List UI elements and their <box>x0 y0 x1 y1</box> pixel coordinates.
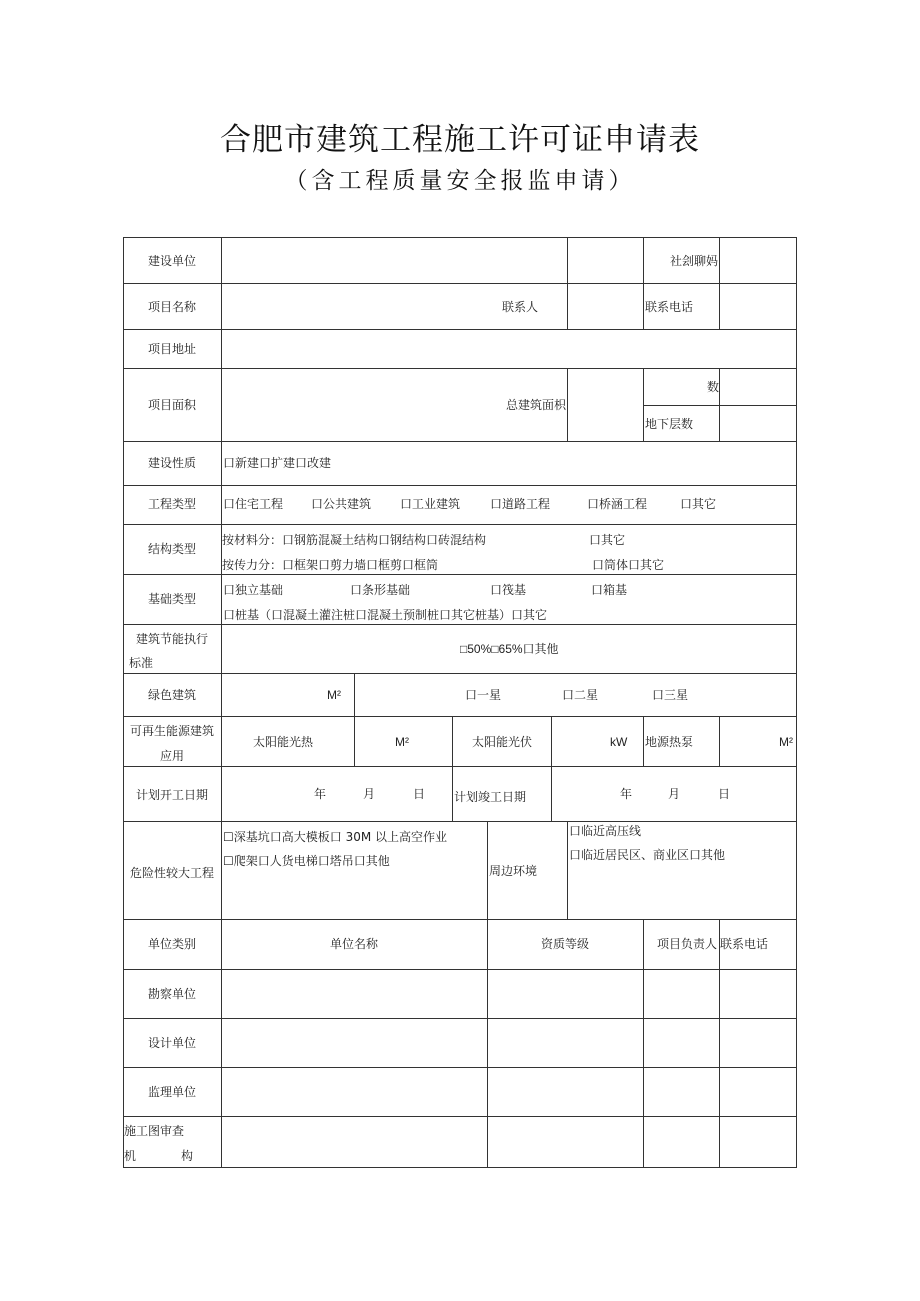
column-divider <box>643 368 644 441</box>
header-project-manager: 项目负责人 <box>657 937 718 951</box>
start-month: 月 <box>363 787 376 801</box>
row-drawing-review-1: 施工图审查 <box>124 1124 185 1138</box>
column-divider <box>567 821 568 919</box>
column-divider <box>719 919 720 1168</box>
completion-year: 年 <box>620 787 633 801</box>
heat-pump-unit: M² <box>779 735 793 749</box>
row-drawing-review-2b: 构 <box>181 1149 194 1163</box>
row-divider <box>123 673 797 674</box>
surrounding-line2[interactable]: 口临近居民区、商业区口其他 <box>569 848 726 862</box>
column-divider <box>221 237 222 1168</box>
row-survey-unit: 勘察单位 <box>147 987 196 1001</box>
green-building-unit: M² <box>327 688 341 702</box>
row-divider <box>123 485 797 486</box>
foundation-isolated[interactable]: 口独立基础 <box>223 583 284 597</box>
row-divider <box>123 283 797 284</box>
label-ground-source-heat-pump: 地源热泵 <box>645 735 694 749</box>
label-underground-floors: 地下层数 <box>645 417 694 431</box>
hazardous-works-line2[interactable]: ☐爬架口人货电梯口塔吊口其他 <box>223 854 390 868</box>
column-divider <box>719 368 720 441</box>
label-renewable-2: 应用 <box>159 749 184 763</box>
label-project-address: 项目地址 <box>147 342 196 356</box>
green-two-star[interactable]: 口二星 <box>562 688 599 702</box>
label-floors: 数 <box>707 380 720 394</box>
solar-thermal-unit: M² <box>395 735 409 749</box>
start-year: 年 <box>314 787 327 801</box>
column-divider <box>643 237 644 329</box>
project-type-bridge[interactable]: 口桥涵工程 <box>587 497 648 511</box>
foundation-pile-line[interactable]: 口桩基（口混凝土灌注桩口混凝土预制桩口其它桩基）口其它 <box>223 608 548 622</box>
project-type-industrial[interactable]: 口工业建筑 <box>400 497 461 511</box>
label-social-credit-code: 社刽聊妈 <box>670 254 719 268</box>
green-one-star[interactable]: 口一星 <box>465 688 502 702</box>
construction-nature-options[interactable]: 口新建口扩建口改建 <box>223 456 332 470</box>
label-planned-start-date: 计划开工日期 <box>135 788 208 802</box>
project-type-road[interactable]: 口道路工程 <box>490 497 551 511</box>
label-solar-pv: 太阳能光伏 <box>472 735 533 749</box>
structure-by-material-other[interactable]: 口其它 <box>589 533 626 547</box>
label-project-area: 项目面积 <box>147 398 196 412</box>
row-divider <box>123 716 797 717</box>
column-divider <box>643 919 644 1168</box>
label-planned-completion-date: 计划竣工日期 <box>454 790 527 804</box>
row-divider <box>123 624 797 625</box>
completion-month: 月 <box>668 787 681 801</box>
column-divider <box>551 716 552 821</box>
column-divider <box>452 716 453 821</box>
header-contact-phone: 联系电话 <box>720 937 769 951</box>
label-energy-standard-1: 建筑节能执行 <box>135 632 208 646</box>
label-hazardous-works: 危险性较大工程 <box>129 866 214 880</box>
page-subtitle: （含工程质量安全报监申请） <box>284 168 636 194</box>
label-project-name: 项目名称 <box>147 300 196 314</box>
header-qualification-level: 资质等级 <box>540 937 589 951</box>
column-divider <box>487 821 488 1168</box>
column-divider <box>567 237 568 329</box>
foundation-raft[interactable]: 口筏基 <box>490 583 527 597</box>
row-divider <box>123 1116 797 1117</box>
row-divider <box>123 919 797 920</box>
start-day: 日 <box>413 787 426 801</box>
energy-standard-options[interactable]: □50%□65%口其他 <box>460 642 559 656</box>
foundation-box[interactable]: 口箱基 <box>591 583 628 597</box>
label-energy-standard-2: 标准 <box>129 656 154 670</box>
project-type-other[interactable]: 口其它 <box>680 497 717 511</box>
foundation-strip[interactable]: 口条形基础 <box>350 583 411 597</box>
row-divider <box>643 405 797 406</box>
structure-by-material[interactable]: 按材料分：口钢筋混凝土结构口钢结构口砖混结构 <box>222 533 487 547</box>
row-divider <box>123 969 797 970</box>
label-green-building: 绿色建筑 <box>147 688 196 702</box>
label-structure-type: 结构类型 <box>147 542 196 556</box>
label-foundation-type: 基础类型 <box>147 592 196 606</box>
structure-by-force[interactable]: 按传力分：口框架口剪力墙口框剪口框筒 <box>222 558 439 572</box>
label-solar-thermal: 太阳能光热 <box>253 735 314 749</box>
label-construction-nature: 建设性质 <box>147 456 196 470</box>
column-divider <box>567 368 568 441</box>
solar-pv-unit: kW <box>610 735 628 749</box>
row-divider <box>123 524 797 525</box>
hazardous-works-line1[interactable]: ☐深基坑口高大模板口 30M 以上高空作业 <box>223 830 448 844</box>
application-form-table <box>123 237 797 1168</box>
label-contact-person: 联系人 <box>502 300 539 314</box>
surrounding-line1[interactable]: 口临近高压线 <box>569 824 642 838</box>
row-divider <box>123 766 797 767</box>
row-divider <box>123 574 797 575</box>
label-contact-phone: 联系电话 <box>645 300 694 314</box>
project-type-public[interactable]: 口公共建筑 <box>311 497 372 511</box>
row-divider <box>123 368 797 369</box>
row-drawing-review-2a: 机 <box>124 1149 137 1163</box>
row-supervision-unit: 监理单位 <box>147 1085 196 1099</box>
row-divider <box>123 441 797 442</box>
column-divider <box>719 716 720 766</box>
label-renewable-1: 可再生能源建筑 <box>129 724 214 738</box>
row-divider <box>123 1067 797 1068</box>
label-project-type: 工程类型 <box>147 497 196 511</box>
structure-by-force-other[interactable]: 口筒体口其它 <box>592 558 665 572</box>
green-three-star[interactable]: 口三星 <box>652 688 689 702</box>
header-unit-name: 单位名称 <box>329 937 378 951</box>
header-unit-category: 单位类别 <box>147 937 196 951</box>
label-surrounding-environment: 周边环境 <box>489 864 538 878</box>
column-divider <box>354 673 355 766</box>
row-divider <box>123 821 797 822</box>
column-divider <box>719 237 720 329</box>
row-divider <box>123 1018 797 1019</box>
page-title: 合肥市建筑工程施工许可证申请表 <box>220 122 700 158</box>
completion-day: 日 <box>718 787 731 801</box>
row-design-unit: 设计单位 <box>147 1036 196 1050</box>
project-type-residential[interactable]: 口住宅工程 <box>223 497 284 511</box>
column-divider <box>643 716 644 766</box>
row-divider <box>123 329 797 330</box>
label-total-floor-area: 总建筑面枳 <box>506 398 567 412</box>
label-construction-unit: 建设单位 <box>147 254 196 268</box>
